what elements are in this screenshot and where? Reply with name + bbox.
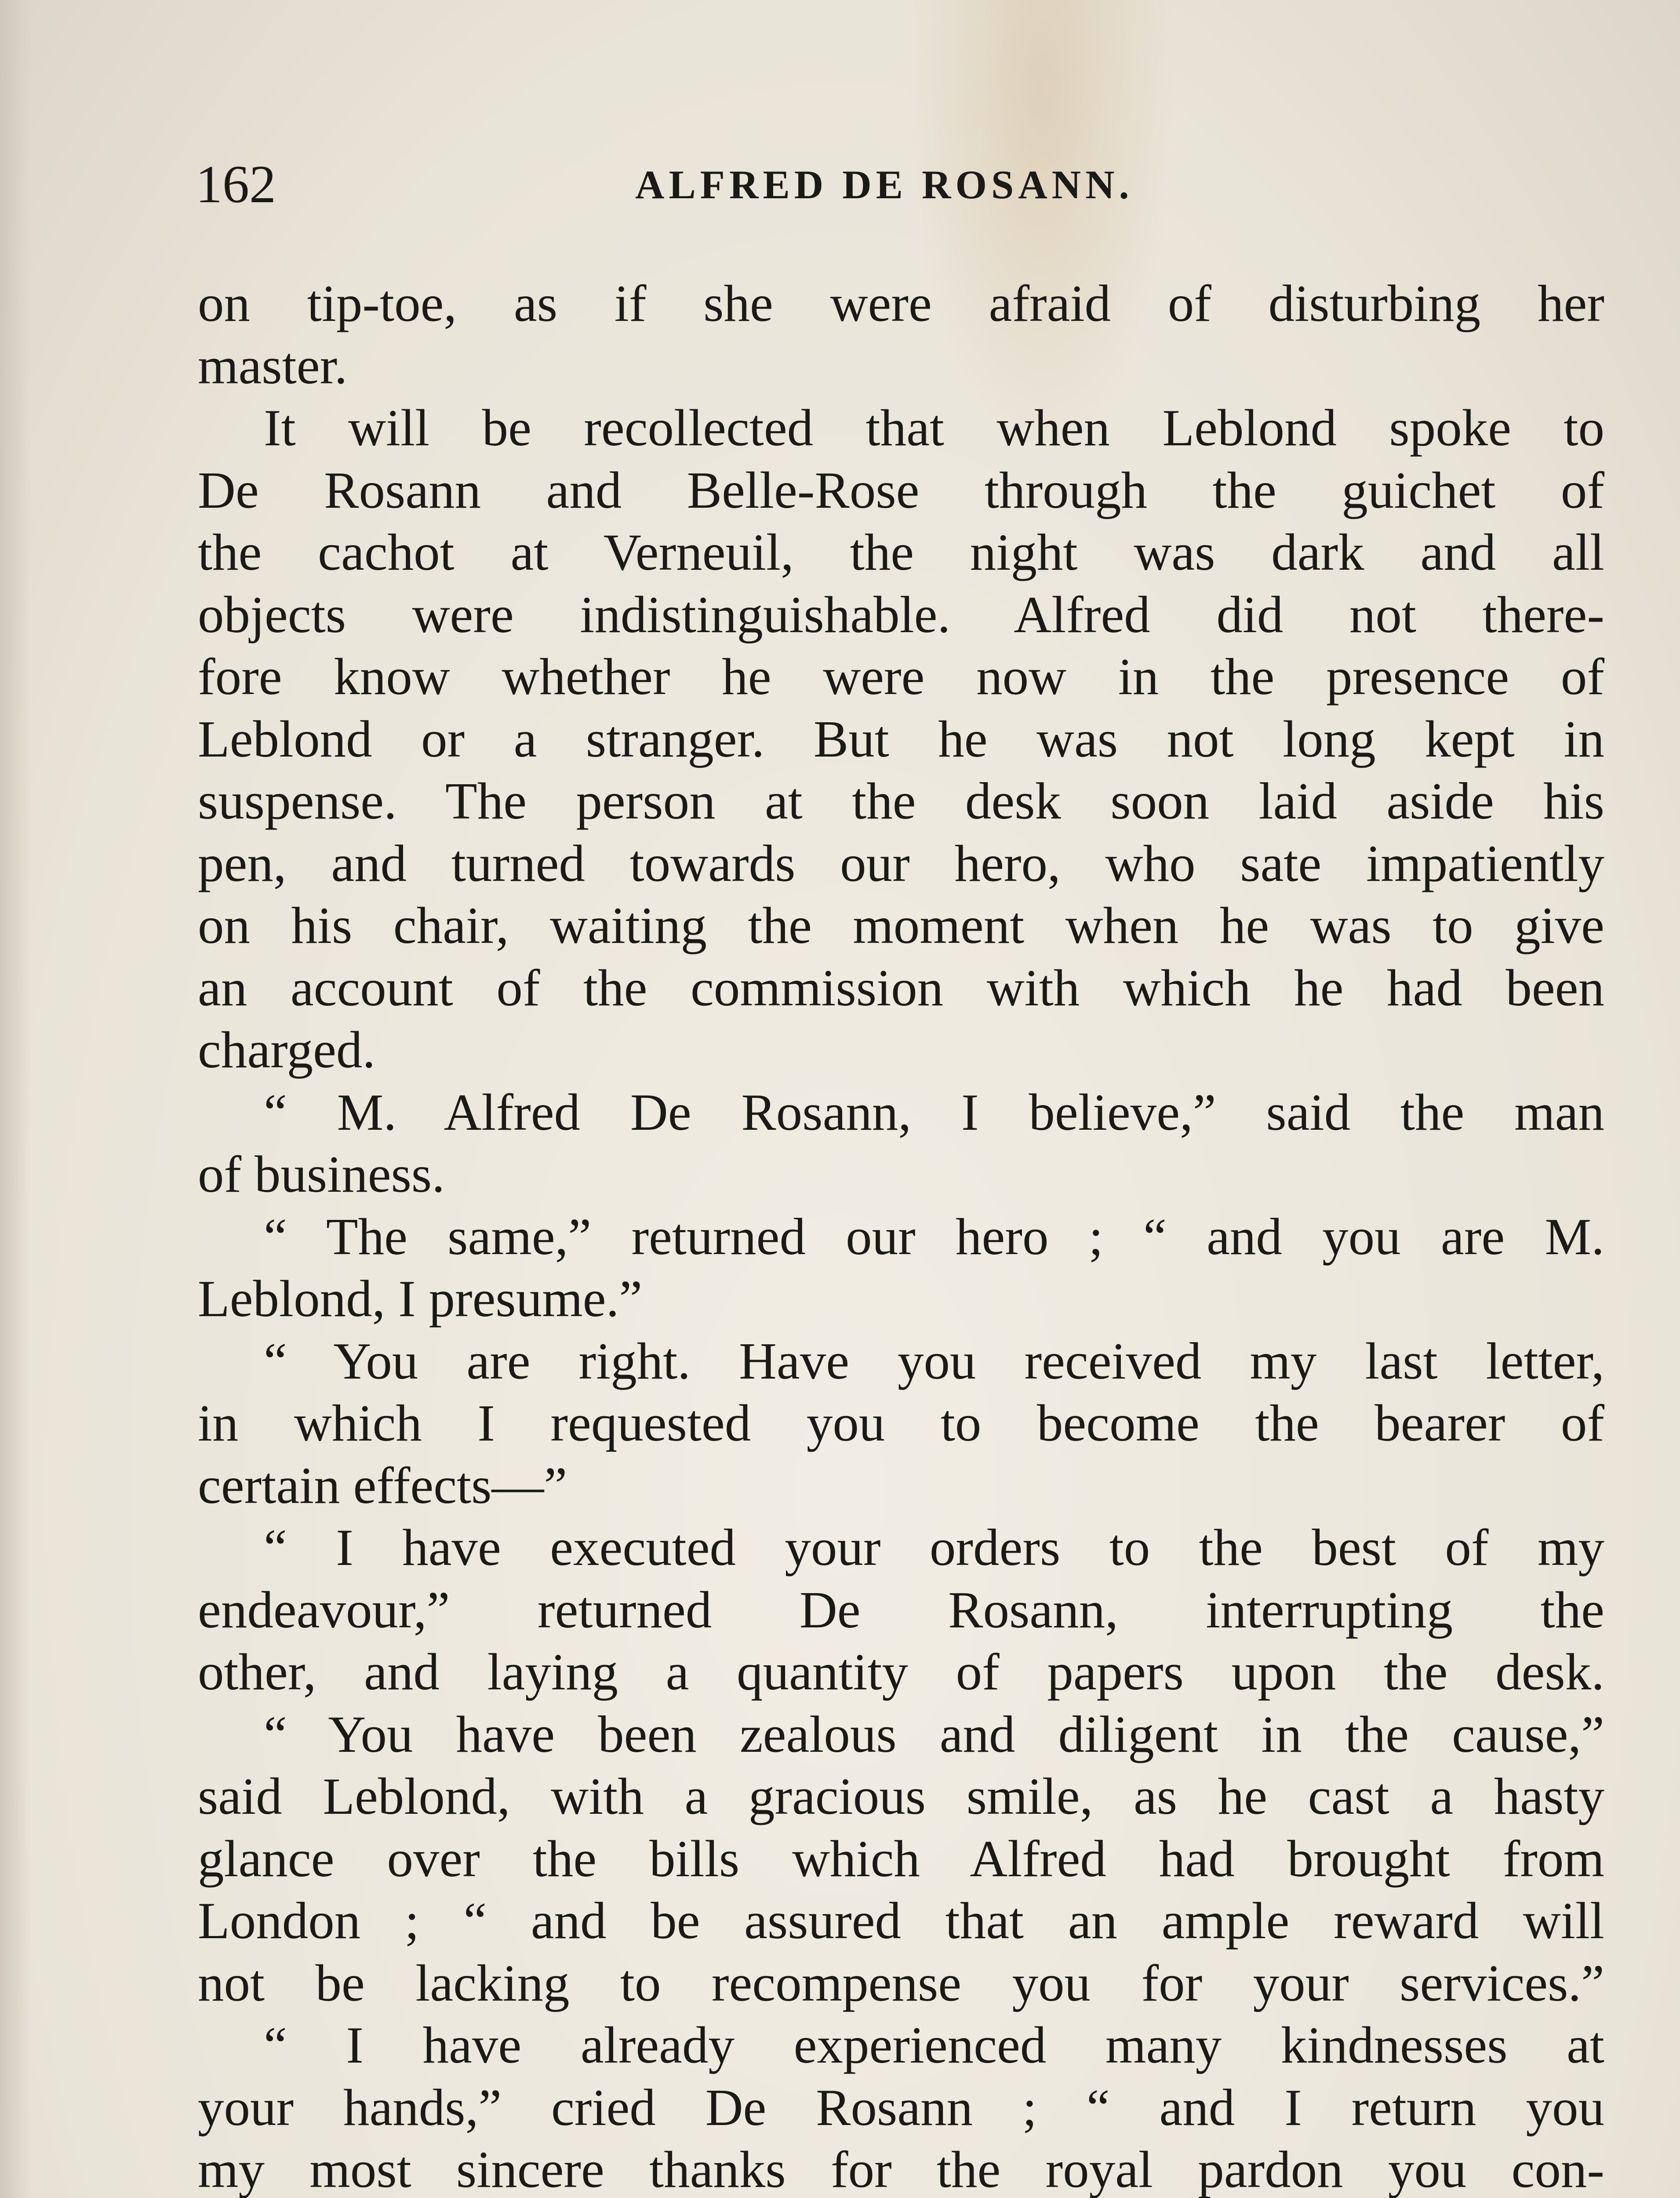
text-line: on his chair, waiting the moment when he was to give (198, 896, 1604, 954)
text-line: London ; “ and be assured that an ample reward will (198, 1892, 1604, 1950)
text-line: “ You are right. Have you received my last letter, (264, 1332, 1604, 1390)
text-line: “ M. Alfred De Rosann, I believe,” said the man (264, 1083, 1604, 1141)
body-text (198, 273, 1604, 2198)
text-line: “ I have executed your orders to the best of my (264, 1518, 1604, 1576)
text-line: not be lacking to recompense you for your services.” (198, 1954, 1604, 2012)
text-line: suspense. The person at the desk soon laid aside his (198, 772, 1604, 830)
text-line: It will be recollected that when Leblond spoke to (264, 399, 1604, 457)
text-line: master. (198, 336, 348, 395)
text-line: “ I have already experienced many kindnesses at (264, 2016, 1604, 2074)
text-line: your hands,” cried De Rosann ; “ and I return you (198, 2078, 1604, 2136)
text-line: said Leblond, with a gracious smile, as he cast a hasty (198, 1767, 1604, 1825)
text-line: of business. (198, 1145, 445, 1203)
text-line: objects were indistinguishable. Alfred did not there- (198, 585, 1604, 644)
text-line: Leblond or a stranger. But he was not long kept in (198, 710, 1604, 768)
text-line: other, and laying a quantity of papers upon the desk. (198, 1643, 1604, 1701)
running-head (196, 145, 1602, 224)
page-number: 162 (196, 155, 276, 214)
text-line: “ You have been zealous and diligent in the cause,” (264, 1705, 1604, 1763)
text-line: “ The same,” returned our hero ; “ and you are M. (264, 1207, 1604, 1266)
text-line: an account of the commission with which he had been (198, 958, 1604, 1017)
running-title: ALFRED DE ROSANN. (635, 162, 1134, 207)
text-line: on tip-toe, as if she were afraid of disturbing her (198, 274, 1604, 332)
text-line: the cachot at Verneuil, the night was dark and all (198, 523, 1604, 581)
text-line: certain effects—” (198, 1456, 567, 1514)
text-line: in which I requested you to become the bearer of (198, 1394, 1604, 1452)
text-line: endeavour,” returned De Rosann, interrupting the (198, 1580, 1604, 1639)
text-line: my most sincere thanks for the royal pardon you con- (198, 2140, 1604, 2198)
text-line: charged. (198, 1021, 376, 1079)
page-gutter-shadow (0, 0, 31, 2198)
text-line: De Rosann and Belle-Rose through the guichet of (198, 461, 1604, 519)
text-line: glance over the bills which Alfred had brought from (198, 1829, 1604, 1888)
text-line: Leblond, I presume.” (198, 1270, 643, 1328)
text-line: fore know whether he were now in the presence of (198, 648, 1604, 706)
text-line: pen, and turned towards our hero, who sate impatiently (198, 834, 1604, 892)
